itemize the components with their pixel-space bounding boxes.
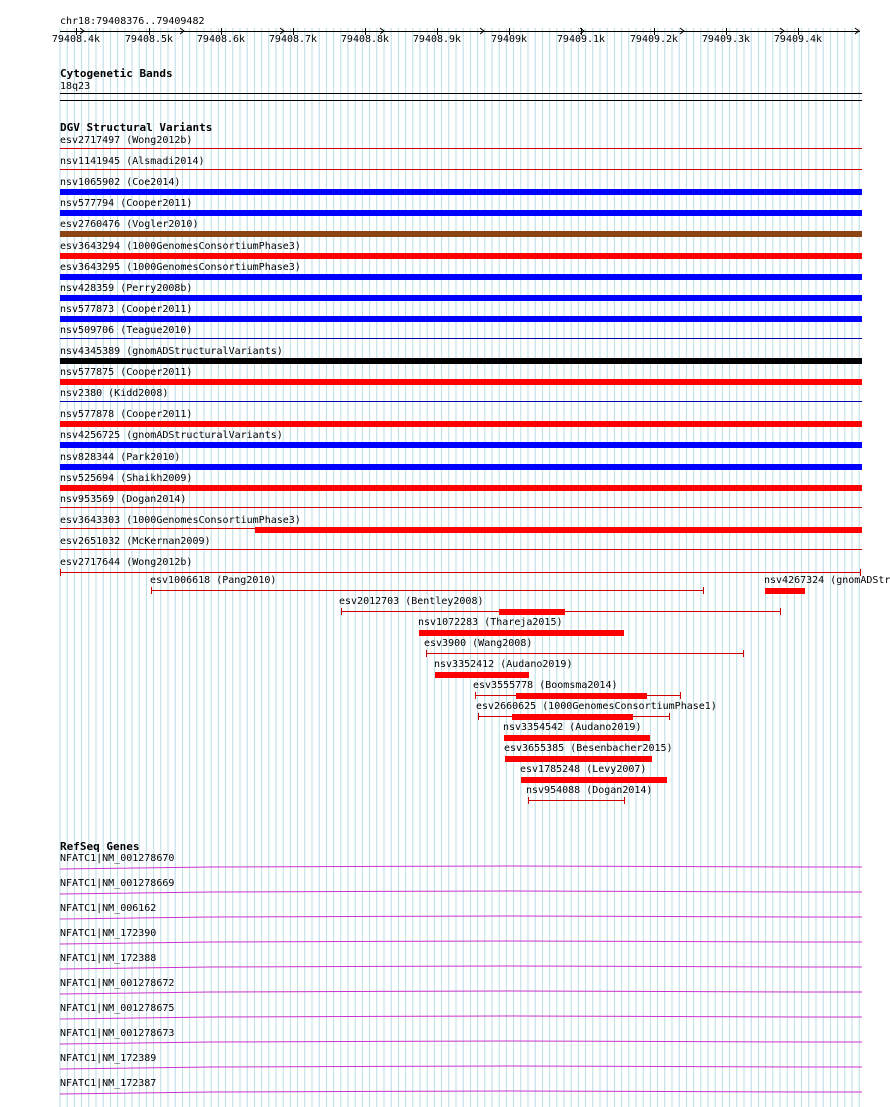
dgv-variant-label[interactable]: nsv2380 (Kidd2008) xyxy=(60,388,169,400)
dgv-variant-endcap xyxy=(475,692,476,699)
dgv-clustered-label[interactable]: nsv1072283 (Thareja2015) xyxy=(418,617,563,628)
dgv-variant-label[interactable]: esv3643303 (1000GenomesConsortiumPhase3) xyxy=(60,514,301,526)
refseq-gene-intron xyxy=(60,911,862,923)
refseq-gene-intron xyxy=(60,1011,862,1023)
dgv-clustered-feature[interactable] xyxy=(426,653,743,654)
dgv-variant-feature[interactable] xyxy=(60,572,860,573)
refseq-gene-feature[interactable] xyxy=(60,861,862,873)
dgv-clustered-label[interactable]: nsv3352412 (Audano2019) xyxy=(434,659,573,670)
dgv-clustered-label[interactable]: esv2012703 (Bentley2008) xyxy=(339,596,484,607)
refseq-gene-label[interactable]: NFATC1|NM_001278673 xyxy=(60,1028,175,1039)
dgv-clustered-feature[interactable] xyxy=(419,630,624,636)
dgv-clustered-label[interactable]: nsv3354542 (Audano2019) xyxy=(503,722,642,733)
dgv-variant-feature[interactable] xyxy=(60,379,862,385)
dgv-variant-feature[interactable] xyxy=(60,401,862,402)
refseq-gene-feature[interactable] xyxy=(60,1086,862,1098)
dgv-variant-label[interactable]: esv2651032 (McKernan2009) xyxy=(60,535,211,547)
dgv-variant-label[interactable]: nsv953569 (Dogan2014) xyxy=(60,493,187,505)
refseq-gene-feature[interactable] xyxy=(60,936,862,948)
dgv-variant-label[interactable]: nsv509706 (Teague2010) xyxy=(60,324,193,336)
dgv-variant-feature[interactable] xyxy=(60,442,862,448)
dgv-variant-endcap xyxy=(151,587,152,594)
dgv-clustered-label[interactable]: esv3555778 (Boomsma2014) xyxy=(473,680,618,691)
dgv-variant-label[interactable]: nsv1065902 (Coe2014) xyxy=(60,177,181,189)
refseq-gene-feature[interactable] xyxy=(60,1036,862,1048)
refseq-gene-intron xyxy=(60,886,862,898)
dgv-variant-feature[interactable] xyxy=(60,338,862,339)
dgv-variant-feature[interactable] xyxy=(60,507,862,508)
refseq-gene-intron xyxy=(60,861,862,873)
dgv-clustered-thick xyxy=(516,693,647,699)
dgv-variant-feature[interactable] xyxy=(60,316,862,322)
refseq-gene-feature[interactable] xyxy=(60,961,862,973)
dgv-variant-feature[interactable] xyxy=(60,169,862,170)
refseq-gene-label[interactable]: NFATC1|NM_001278670 xyxy=(60,853,175,864)
dgv-clustered-feature[interactable] xyxy=(521,777,667,783)
dgv-clustered-feature[interactable] xyxy=(504,735,650,741)
dgv-variant-feature[interactable] xyxy=(60,253,862,259)
dgv-variant-label[interactable]: nsv525694 (Shaikh2009) xyxy=(60,472,193,484)
refseq-gene-intron xyxy=(60,1036,862,1048)
dgv-variant-label[interactable]: esv3643295 (1000GenomesConsortiumPhase3) xyxy=(60,261,301,273)
dgv-variant-feature[interactable] xyxy=(60,148,862,149)
dgv-variant-endcap xyxy=(669,713,670,720)
dgv-variant-feature[interactable] xyxy=(60,421,862,427)
refseq-gene-feature[interactable] xyxy=(60,986,862,998)
dgv-variant-label[interactable]: nsv577875 (Cooper2011) xyxy=(60,367,193,379)
refseq-gene-intron xyxy=(60,986,862,998)
refseq-gene-feature[interactable] xyxy=(60,911,862,923)
dgv-variant-label[interactable]: esv3643294 (1000GenomesConsortiumPhase3) xyxy=(60,240,301,252)
refseq-gene-feature[interactable] xyxy=(60,1011,862,1023)
cytoband-label: 18q23 xyxy=(60,81,91,92)
dgv-variant-endcap xyxy=(624,797,625,804)
dgv-variant-feature[interactable] xyxy=(60,231,862,237)
dgv-variant-label[interactable]: nsv428359 (Perry2008b) xyxy=(60,282,193,294)
dgv-variant-endcap xyxy=(780,608,781,615)
dgv-variant-feature[interactable] xyxy=(60,210,862,216)
cytoband-ideogram[interactable] xyxy=(60,93,862,94)
dgv-variant-label[interactable]: nsv577873 (Cooper2011) xyxy=(60,303,193,315)
refseq-gene-label[interactable]: NFATC1|NM_001278675 xyxy=(60,1003,175,1014)
refseq-gene-label[interactable]: NFATC1|NM_172388 xyxy=(60,953,157,964)
dgv-clustered-label[interactable]: esv1006618 (Pang2010) xyxy=(150,575,277,586)
dgv-variant-label[interactable]: nsv4345389 (gnomADStructuralVariants) xyxy=(60,346,283,357)
ruler-tick-label: 79408.5k xyxy=(124,34,174,45)
refseq-gene-intron xyxy=(60,1086,862,1098)
ruler-tick-label: 79409.4k xyxy=(773,34,823,45)
dgv-variant-endcap xyxy=(341,608,342,615)
ruler-tick-label: 79409k xyxy=(490,34,528,45)
dgv-variant-endcap xyxy=(528,797,529,804)
dgv-variant-endcap xyxy=(680,692,681,699)
ruler-tick-label: 79408.9k xyxy=(412,34,462,45)
dgv-variant-label[interactable]: nsv577794 (Cooper2011) xyxy=(60,198,193,210)
refseq-gene-label[interactable]: NFATC1|NM_172390 xyxy=(60,928,157,939)
refseq-gene-intron xyxy=(60,961,862,973)
ruler-tick-label: 79408.6k xyxy=(196,34,246,45)
dgv-variant-feature[interactable] xyxy=(60,358,862,364)
refseq-gene-label[interactable]: NFATC1|NM_172389 xyxy=(60,1053,157,1064)
dgv-variant-feature[interactable] xyxy=(60,295,862,301)
dgv-variant-endcap xyxy=(703,587,704,594)
dgv-variant-feature[interactable] xyxy=(60,464,862,470)
dgv-clustered-label[interactable]: esv1785248 (Levy2007) xyxy=(520,764,647,775)
refseq-gene-label[interactable]: NFATC1|NM_172387 xyxy=(60,1078,157,1089)
ruler-tick-label: 79409.2k xyxy=(629,34,679,45)
dgv-variant-feature[interactable] xyxy=(255,527,862,533)
dgv-variant-label[interactable]: nsv1141945 (Alsmadi2014) xyxy=(60,156,205,168)
ruler-tick-label: 79409.3k xyxy=(701,34,751,45)
region-label: chr18:79408376..79409482 xyxy=(60,16,205,27)
dgv-variant-feature[interactable] xyxy=(60,549,862,550)
dgv-clustered-feature[interactable] xyxy=(435,672,529,678)
refseq-gene-intron xyxy=(60,936,862,948)
dgv-clustered-label[interactable]: nsv4267324 (gnomADStr xyxy=(764,575,890,586)
ruler-tick-label: 79408.7k xyxy=(268,34,318,45)
ruler-tick-label: 79408.8k xyxy=(340,34,390,45)
refseq-gene-intron xyxy=(60,1061,862,1073)
dgv-variant-label[interactable]: nsv828344 (Park2010) xyxy=(60,451,181,463)
dgv-clustered-label[interactable]: esv2660625 (1000GenomesConsortiumPhase1) xyxy=(476,701,717,712)
dgv-variant-label[interactable]: esv2717497 (Wong2012b) xyxy=(60,135,193,146)
refseq-gene-label[interactable]: NFATC1|NM_001278669 xyxy=(60,878,175,889)
dgv-variant-label[interactable]: esv2717644 (Wong2012b) xyxy=(60,557,193,568)
dgv-clustered-feature[interactable] xyxy=(151,590,703,591)
dgv-clustered-feature[interactable] xyxy=(528,800,624,801)
dgv-variant-endcap xyxy=(426,650,427,657)
dgv-variant-endcap xyxy=(743,650,744,657)
refseq-track-title: RefSeq Genes xyxy=(60,840,140,853)
dgv-variant-feature[interactable] xyxy=(60,485,862,491)
refseq-gene-feature[interactable] xyxy=(60,1061,862,1073)
dgv-clustered-feature[interactable] xyxy=(765,588,805,594)
dgv-clustered-label[interactable]: esv3655385 (Besenbacher2015) xyxy=(504,743,673,754)
cytoband-track-title: Cytogenetic Bands xyxy=(60,67,173,80)
track-divider xyxy=(60,100,862,101)
dgv-variant-endcap xyxy=(478,713,479,720)
refseq-gene-label[interactable]: NFATC1|NM_001278672 xyxy=(60,978,175,989)
dgv-variant-feature[interactable] xyxy=(60,189,862,195)
dgv-clustered-thick xyxy=(512,714,633,720)
dgv-track-title: DGV Structural Variants xyxy=(60,121,213,134)
dgv-clustered-label[interactable]: nsv954088 (Dogan2014) xyxy=(526,785,653,796)
dgv-clustered-feature[interactable] xyxy=(505,756,652,762)
refseq-gene-label[interactable]: NFATC1|NM_006162 xyxy=(60,903,157,914)
dgv-variant-label[interactable]: nsv577878 (Cooper2011) xyxy=(60,409,193,421)
ruler-tick-label: 79409.1k xyxy=(556,34,606,45)
dgv-variant-label[interactable]: esv2760476 (Vogler2010) xyxy=(60,219,199,231)
dgv-variant-label[interactable]: nsv4256725 (gnomADStructuralVariants) xyxy=(60,430,283,442)
refseq-gene-feature[interactable] xyxy=(60,886,862,898)
dgv-variant-feature[interactable] xyxy=(60,274,862,280)
dgv-clustered-label[interactable]: esv3900 (Wang2008) xyxy=(424,638,533,649)
dgv-clustered-thick xyxy=(499,609,565,615)
ruler-tick-label: 79408.4k xyxy=(51,34,101,45)
